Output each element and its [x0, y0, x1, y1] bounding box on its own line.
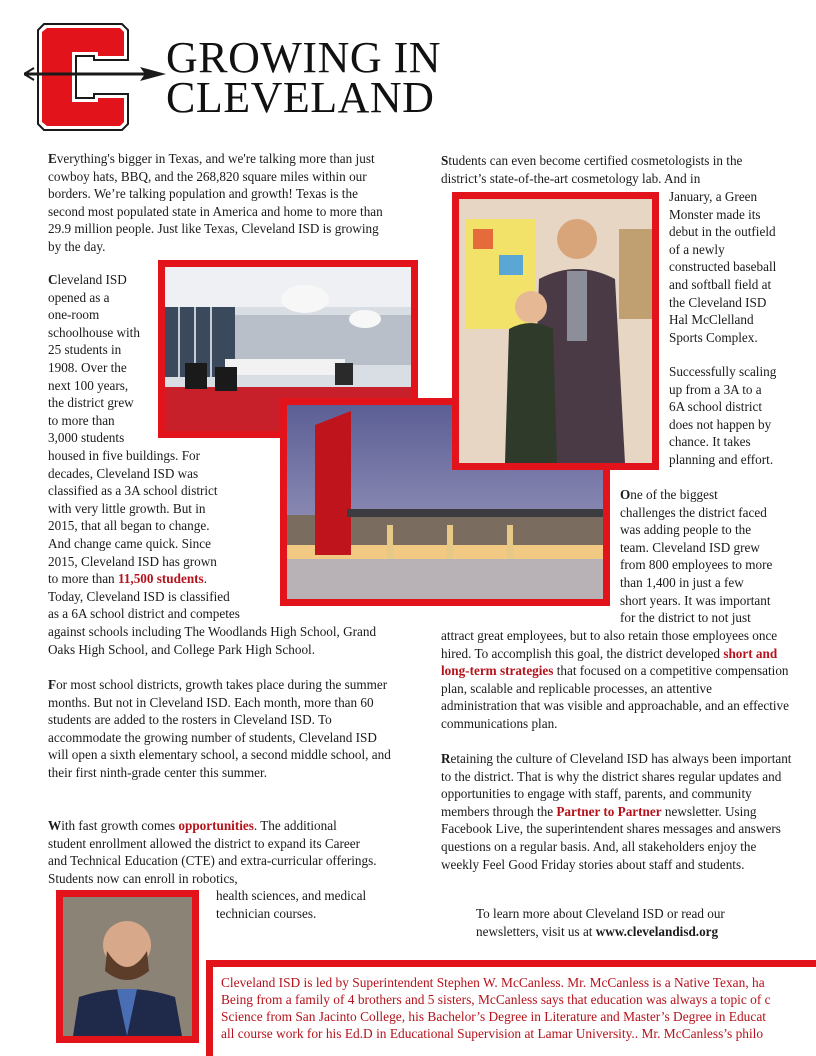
text-line: the Cleveland ISD: [669, 294, 767, 310]
district-logo: [24, 22, 166, 132]
history-paragraph-mid: [48, 447, 278, 623]
history-paragraph-tail: against schools including The Woodlands High School, Grand Oaks High School, and College Park High School.: [48, 624, 377, 657]
text-line: to more than: [48, 412, 115, 428]
text-line: 25 students in: [48, 342, 122, 358]
text-line: chance. It takes: [669, 434, 751, 450]
text-line: does not happen by: [669, 416, 772, 432]
text-line: housed in five buildings. For: [48, 448, 201, 463]
highlight-opportunities: opportunities: [178, 818, 254, 833]
text-line: than 1,400 in just a few: [620, 574, 744, 590]
intro-paragraph: Everything's bigger in Texas, and we're talking more than just cowboy hats, BBQ, and the 268,820 square miles within our borders. We’re talking population and growth! Texas is the second most populated state in America and home to more than 29.9 million people. Just like Texas, Cleveland ISD is growing by the day.: [48, 151, 383, 254]
title-line-1: GROWING IN: [166, 33, 442, 82]
text-line: And change came quick. Since: [48, 535, 211, 551]
history-paragraph-narrow: [48, 271, 158, 447]
bio-box: [206, 960, 816, 1056]
text-line: planning and effort.: [669, 451, 774, 467]
text-line: with very little growth. But in: [48, 500, 206, 516]
text-line: up from a 3A to a: [669, 381, 762, 397]
text-line: Cleveland ISD: [48, 272, 127, 287]
text-line: constructed baseball: [669, 259, 777, 275]
text-line: Successfully scaling: [669, 364, 777, 379]
text-line: debut in the outfield: [669, 224, 776, 240]
text-line: opened as a: [48, 289, 110, 305]
scaling-paragraph: [669, 363, 809, 469]
superintendent-with-student-photo: [452, 192, 659, 470]
text-line: health sciences, and medical: [216, 888, 367, 903]
text-line: for the district to not just: [620, 610, 751, 626]
text-line: 1908. Over the: [48, 359, 127, 375]
cosmetology-paragraph: Students can even become certified cosmetologists in the district’s state-of-the-art cosmetology lab. And in: [441, 153, 743, 186]
growth-paragraph: For most school districts, growth takes place during the summer months. But not in Cleveland ISD. Each month, more than 60 students are added to the rosters in Cleveland ISD. To accommodate the growing number of students, Cleveland ISD will open a sixth elementary school, a second middle school, and their first ninth-grade center this summer.: [48, 677, 391, 780]
text-line: Today, Cleveland ISD is classified: [48, 588, 230, 604]
text-line: Hal McClelland: [669, 312, 754, 328]
opportunities-tail: [216, 887, 396, 922]
text-line: 6A school district: [669, 399, 763, 415]
text-line: team. Cleveland ISD grew: [620, 539, 760, 555]
text-line: of a newly: [669, 241, 725, 257]
newsletter-link[interactable]: Partner to Partner: [556, 803, 662, 819]
page-title: [166, 33, 442, 122]
highlight-students: 11,500 students: [117, 571, 204, 587]
employees-paragraph-side: [620, 486, 812, 627]
bio-line: Science from San Jacinto College, his Bachelor’s Degree in Literature and Master’s Degree in Educat: [221, 1009, 766, 1024]
text-line: was adding people to the: [620, 522, 752, 538]
text-line: January, a Green: [669, 189, 758, 204]
superintendent-portrait: [56, 890, 199, 1043]
cta-line-1: To learn more about Cleveland ISD or read our: [476, 906, 725, 921]
text-line: 2015, that all began to change.: [48, 518, 210, 534]
employees-paragraph: attract great employees, but to also retain those employees once hired. To accomplish this goal, the district developed short and long-term strategies that focused on a competitive compensation plan, scalable and replicable processes, an attentive administration that was visible and approachable, and an effective communications plan.: [441, 628, 790, 731]
text-line: 2015, Cleveland ISD has grown: [48, 553, 217, 569]
text-line: Sports Complex.: [669, 329, 758, 345]
text-line: One of the biggest: [620, 487, 718, 502]
text-line: from 800 employees to more: [620, 557, 773, 573]
text-line: challenges the district faced: [620, 504, 767, 520]
text-line: classified as a 3A school district: [48, 483, 218, 499]
text-line: Monster made its: [669, 206, 761, 222]
text-line: one-room: [48, 307, 100, 323]
culture-paragraph: Retaining the culture of Cleveland ISD has always been important to the district. That is why the district shares regular updates and opportunities to engage with staff, parents, and community members through the Partner to Partner newsletter. Using Facebook Live, the superintendent shares messages and answers questions on a regular basis. And, all stakeholders enjoy the weekly Feel Good Friday stories about staff and students.: [441, 751, 792, 872]
bio-line: Being from a family of 4 brothers and 5 sisters, McCanless says that education was always a topic of c: [221, 992, 771, 1007]
website-link[interactable]: www.clevelandisd.org: [595, 923, 719, 939]
text-line: short years. It was important: [620, 592, 771, 608]
title-line-2: CLEVELAND: [166, 73, 435, 122]
call-to-action: [476, 905, 796, 940]
text-line: 3,000 students: [48, 430, 125, 446]
text-line: technician courses.: [216, 905, 317, 921]
text-line: next 100 years,: [48, 377, 129, 393]
text-line: schoolhouse with: [48, 324, 140, 340]
baseball-paragraph: [669, 188, 809, 346]
bio-line: all course work for his Ed.D in Educational Supervision at Lamar University.. Mr. McCanless’s philo: [221, 1026, 764, 1041]
text-line: and softball field at: [669, 276, 772, 292]
text-line: the district grew: [48, 395, 134, 411]
opportunities-paragraph: With fast growth comes opportunities. The additional student enrollment allowed the district to expand its Career and Technical Education (CTE) and extra-curricular offerings. Students now can enroll in robotics,: [48, 818, 377, 886]
text-line: decades, Cleveland ISD was: [48, 465, 199, 481]
text-line: as a 6A school district and competes: [48, 606, 240, 622]
cta-line-2: newsletters, visit us at www.clevelandisd.org: [476, 923, 719, 939]
text-line: to more than 11,500 students.: [48, 571, 207, 587]
highlight-strategies: short and long-term strategies: [441, 645, 778, 679]
bio-line: Cleveland ISD is led by Superintendent Stephen W. McCanless. Mr. McCanless is a Native Texan, ha: [221, 975, 765, 990]
